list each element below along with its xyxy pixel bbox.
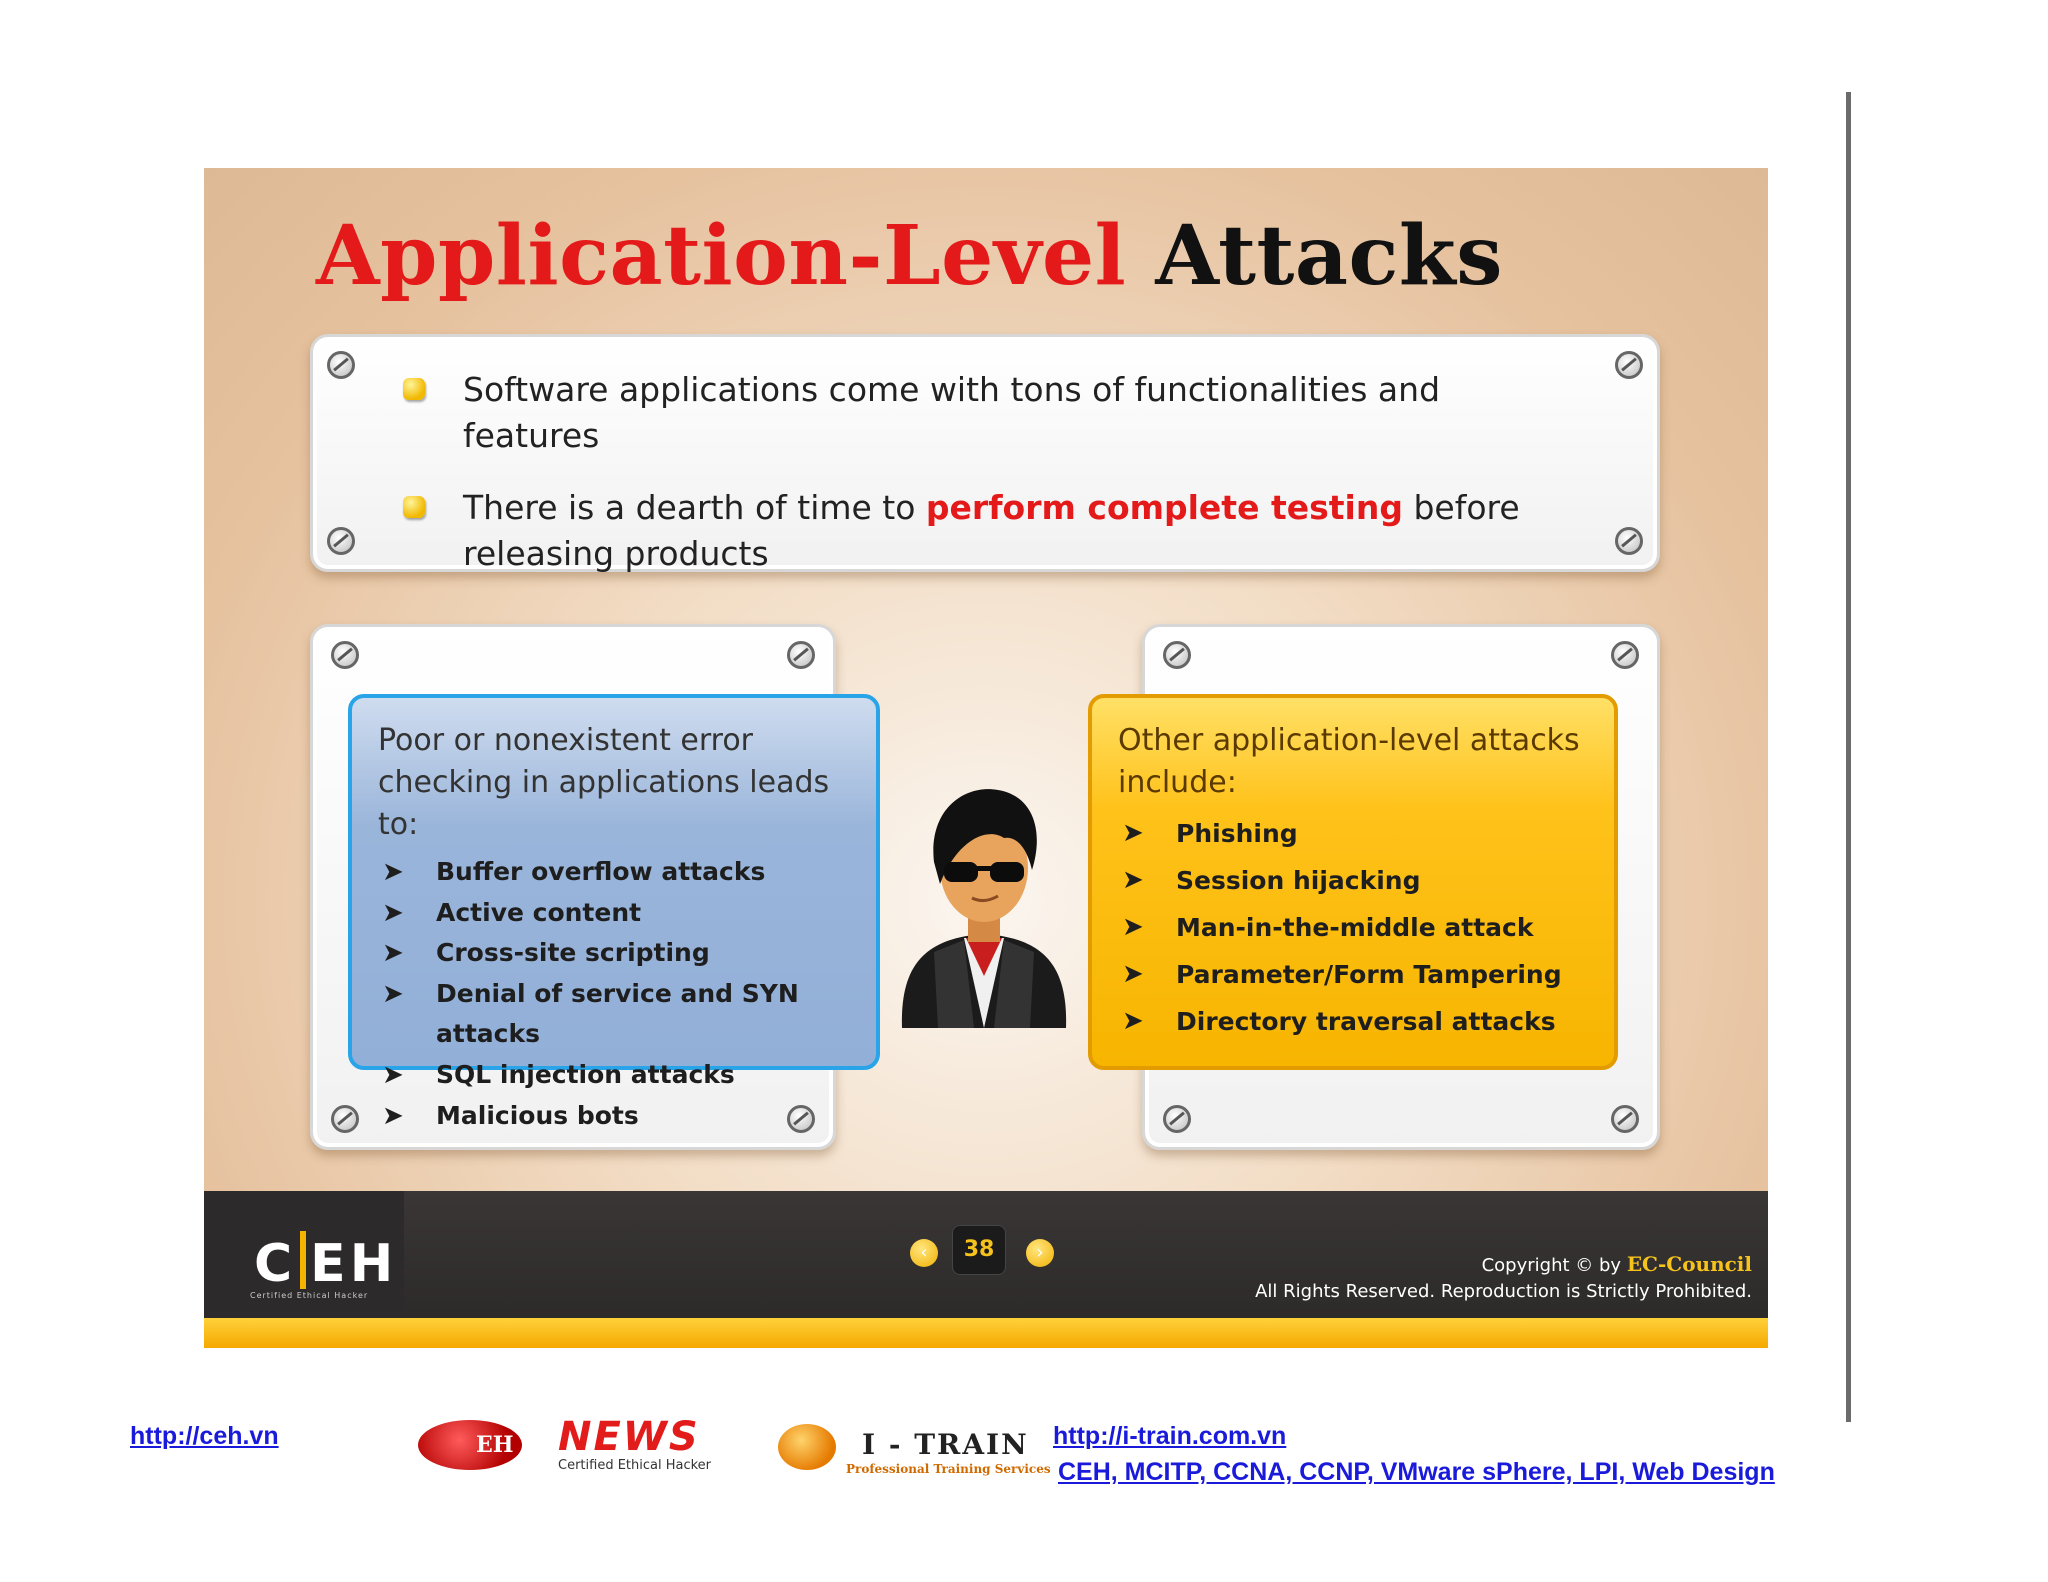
top-bullet — [403, 485, 1583, 577]
top-plate — [310, 334, 1660, 572]
list-item-text: Parameter/Form Tampering — [1176, 960, 1562, 989]
page-number: 38 — [952, 1225, 1006, 1275]
ceh-logo-eh: EH — [310, 1234, 398, 1294]
list-item — [1118, 857, 1588, 904]
itrain-logo — [770, 1418, 1051, 1478]
list-item-text: Denial of service and SYN attacks — [436, 978, 799, 1049]
list-item-text: SQL injection attacks — [436, 1059, 735, 1089]
screw-icon — [1163, 1105, 1191, 1133]
list-item-text: Directory traversal attacks — [1176, 1007, 1556, 1036]
courses-link[interactable]: CEH, MCITP, CCNA, CCNP, VMware sPhere, LPI, Web Design — [1058, 1458, 1775, 1486]
ceh-logo-c: C — [254, 1234, 297, 1294]
arrow-bullet-icon: ➤ — [1122, 818, 1144, 848]
hacker-avatar-icon — [894, 766, 1074, 1036]
ceh-logo — [254, 1231, 397, 1294]
itrain-link[interactable]: http://i-train.com.vn — [1053, 1422, 1287, 1450]
arrow-bullet-icon: ➤ — [1122, 912, 1144, 942]
news-wordmark: NEWS — [558, 1414, 700, 1460]
yellow-square-bullet-icon — [403, 378, 425, 400]
screw-icon — [1163, 641, 1191, 669]
ceh-logo-bar — [300, 1231, 306, 1289]
footer-stripe — [204, 1318, 1768, 1348]
screw-icon — [1611, 1105, 1639, 1133]
ceh-logo-panel — [204, 1191, 404, 1318]
list-item — [378, 1055, 850, 1096]
list-item-text: Buffer overflow attacks — [436, 857, 766, 886]
list-item — [1118, 810, 1588, 857]
other-attacks-list — [1118, 810, 1588, 1045]
list-item — [378, 1096, 850, 1137]
itrain-globe-icon — [778, 1424, 836, 1470]
title-red-part: Application-Level — [316, 208, 1127, 304]
bullet-text: There is a dearth of time to — [463, 488, 926, 527]
arrow-bullet-icon: ➤ — [1122, 1006, 1144, 1036]
list-item — [378, 933, 850, 974]
ceh-news-logo — [418, 1416, 738, 1474]
screw-icon — [1611, 641, 1639, 669]
slide — [204, 168, 1768, 1348]
itrain-wordmark: I - TRAIN — [862, 1428, 1029, 1461]
list-item — [1118, 951, 1588, 998]
screw-icon — [787, 641, 815, 669]
arrow-bullet-icon: ➤ — [382, 978, 404, 1009]
bullet-text: before releasing products — [463, 488, 1520, 573]
ec-council-brand: EC-Council — [1626, 1252, 1752, 1276]
other-attacks-intro: Other application-level attacks include: — [1118, 723, 1580, 800]
slide-footer — [204, 1191, 1768, 1348]
title-black-part: Attacks — [1155, 208, 1503, 304]
arrow-bullet-icon: ➤ — [382, 938, 404, 969]
news-subtitle: Certified Ethical Hacker — [558, 1458, 712, 1473]
screw-icon — [327, 351, 355, 379]
screw-icon — [1615, 351, 1643, 379]
copyright-prefix: Copyright © by — [1481, 1255, 1622, 1276]
error-checking-list — [378, 852, 850, 1136]
top-bullet — [403, 367, 1583, 459]
list-item-text: Session hijacking — [1176, 866, 1421, 895]
list-item-text: Cross-site scripting — [436, 938, 710, 968]
list-item-text: Active content — [436, 897, 642, 927]
page-margin-rule — [1846, 92, 1851, 1422]
next-arrow-icon[interactable]: › — [1026, 1239, 1054, 1267]
prev-arrow-icon[interactable]: ‹ — [910, 1239, 938, 1267]
copyright-notice — [1255, 1251, 1752, 1305]
top-bullet-list — [403, 367, 1583, 603]
list-item — [378, 852, 850, 893]
list-item — [1118, 904, 1588, 951]
list-item — [378, 893, 850, 934]
ceh-news-emblem-icon — [418, 1420, 522, 1470]
list-item-text: Man-in-the-middle attack — [1176, 913, 1534, 942]
list-item — [378, 974, 850, 1055]
list-item-text: Phishing — [1176, 819, 1298, 848]
screw-icon — [331, 1105, 359, 1133]
slide-title — [316, 208, 1503, 304]
arrow-bullet-icon: ➤ — [382, 1059, 404, 1090]
screw-icon — [327, 527, 355, 555]
arrow-bullet-icon: ➤ — [382, 897, 404, 928]
itrain-subtitle: Professional Training Services — [846, 1462, 1051, 1476]
ceh-vn-link[interactable]: http://ceh.vn — [130, 1422, 279, 1450]
screw-icon — [1615, 527, 1643, 555]
screw-icon — [331, 641, 359, 669]
error-checking-intro: Poor or nonexistent error checking in applications leads to: — [378, 723, 830, 842]
highlighted-phrase: perform complete testing — [925, 488, 1403, 527]
bullet-text: Software applications come with tons of functionalities and features — [463, 370, 1441, 455]
ceh-logo-subtitle: Certified Ethical Hacker — [250, 1291, 369, 1300]
error-checking-box — [348, 694, 880, 1131]
arrow-bullet-icon: ➤ — [1122, 865, 1144, 895]
arrow-bullet-icon: ➤ — [1122, 959, 1144, 989]
list-item — [1118, 998, 1588, 1045]
other-attacks-box — [1088, 694, 1618, 1070]
yellow-square-bullet-icon — [403, 496, 425, 518]
arrow-bullet-icon: ➤ — [382, 1100, 404, 1131]
rights-reserved: All Rights Reserved. Reproduction is Strictly Prohibited. — [1255, 1281, 1752, 1302]
list-item-text: Malicious bots — [436, 1100, 639, 1130]
news-badge: EH — [476, 1432, 514, 1458]
arrow-bullet-icon: ➤ — [382, 857, 404, 887]
